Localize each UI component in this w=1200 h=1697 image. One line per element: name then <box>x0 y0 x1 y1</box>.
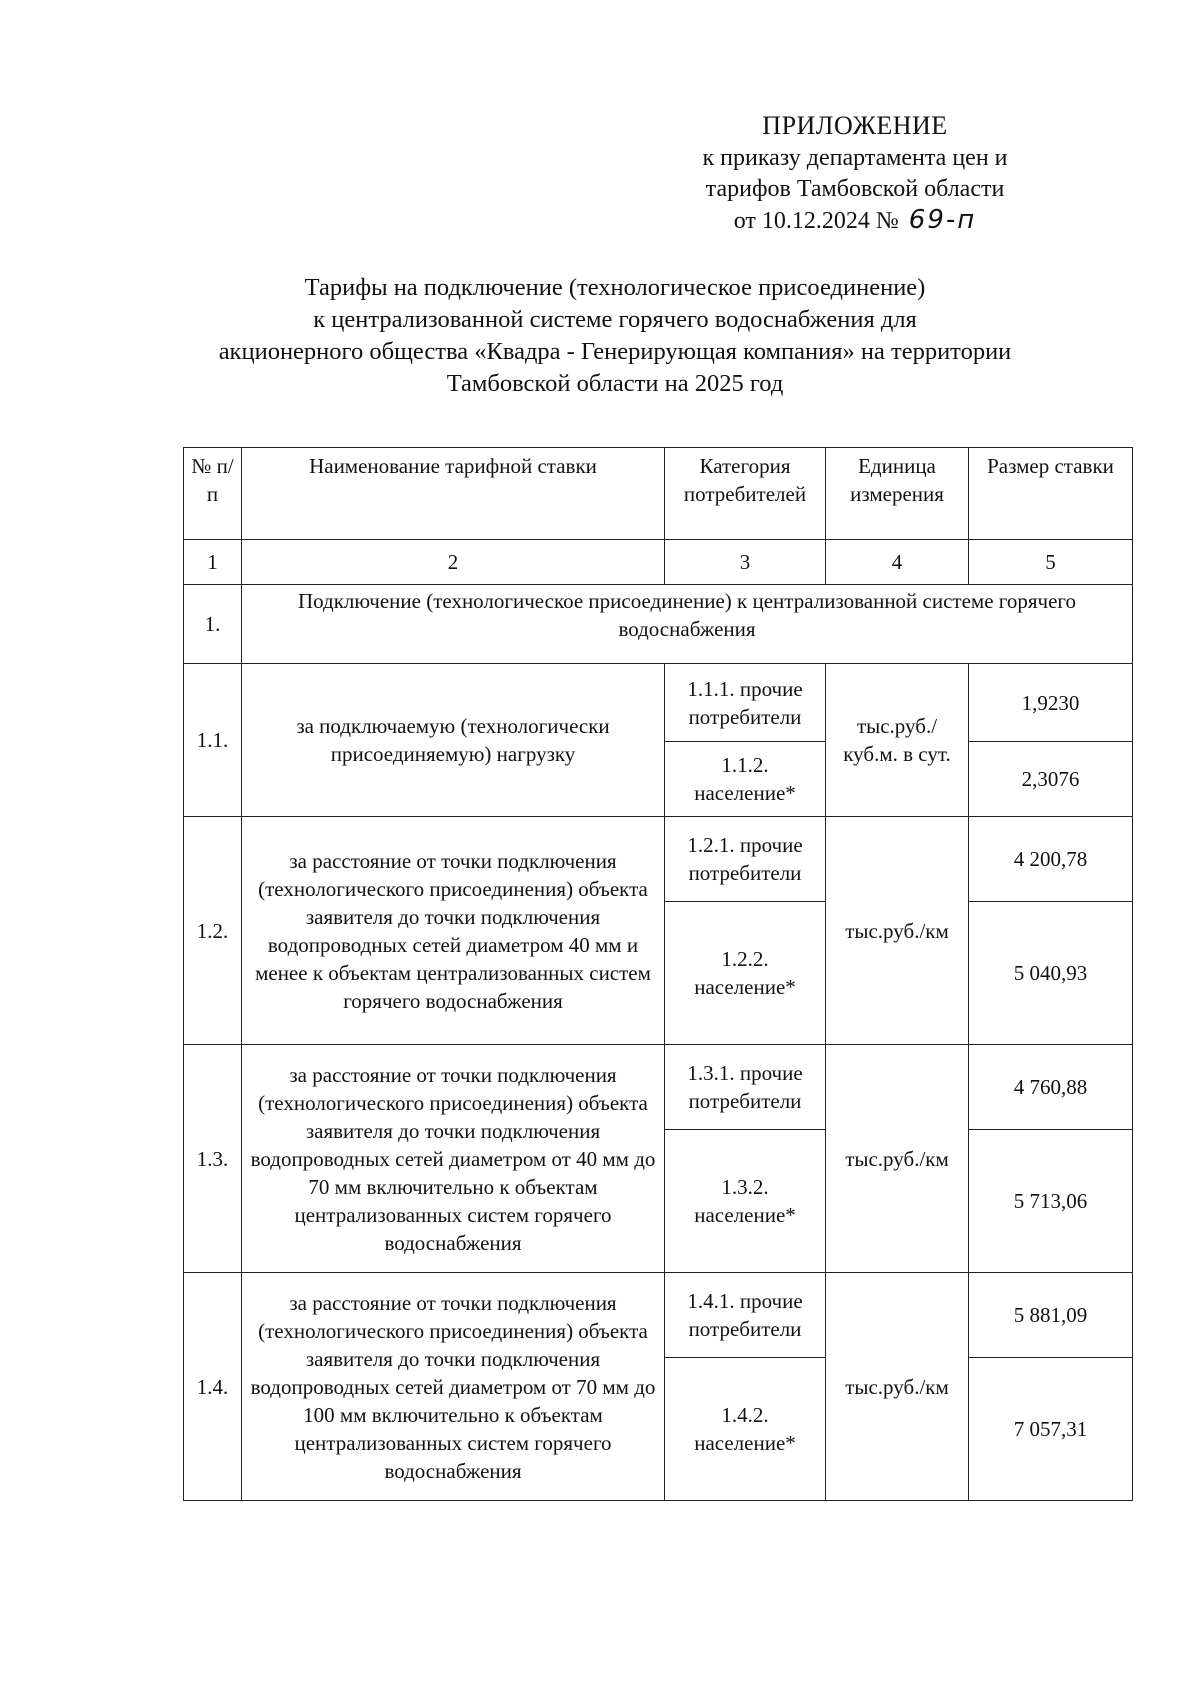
rate-value: 5 713,06 <box>969 1130 1133 1273</box>
column-index: 5 <box>969 540 1133 585</box>
row-num: 1.4. <box>184 1273 242 1501</box>
appendix-heading: ПРИЛОЖЕНИЕ <box>762 111 948 140</box>
table-header-row <box>184 448 1133 540</box>
rate-value: 5 881,09 <box>969 1273 1133 1358</box>
section-num: 1. <box>184 585 242 664</box>
column-index: 1 <box>184 540 242 585</box>
consumer-category: 1.1.2. население* <box>665 742 826 817</box>
unit: тыс.руб./ куб.м. в сут. <box>826 664 969 817</box>
rate-value: 2,3076 <box>969 742 1133 817</box>
section-row <box>184 585 1133 664</box>
rate-value: 1,9230 <box>969 664 1133 742</box>
header-num: № п/п <box>184 448 242 540</box>
table-row <box>184 817 1133 902</box>
rate-name: за расстояние от точки подключения (технологического присоединения) объекта заявителя до точки подключения водопроводных сетей диаметром от 40 мм до 70 мм включительно к объектам централизованных систем горячего водоснабжения <box>242 1045 665 1273</box>
header-category: Категория потребителей <box>665 448 826 540</box>
column-index: 3 <box>665 540 826 585</box>
consumer-category: 1.1.1. прочие потребители <box>665 664 826 742</box>
rate-value: 7 057,31 <box>969 1358 1133 1501</box>
column-index-row <box>184 540 1133 585</box>
consumer-category: 1.4.1. прочие потребители <box>665 1273 826 1358</box>
table-row <box>184 1273 1133 1358</box>
header-name: Наименование тарифной ставки <box>242 448 665 540</box>
row-num: 1.3. <box>184 1045 242 1273</box>
column-index: 4 <box>826 540 969 585</box>
header-size: Размер ставки <box>969 448 1133 540</box>
rate-name: за расстояние от точки подключения (технологического присоединения) объекта заявителя до точки подключения водопроводных сетей диаметром 40 мм и менее к объектам централизованных систем горячего водоснабжения <box>242 817 665 1045</box>
rate-value: 4 200,78 <box>969 817 1133 902</box>
row-num: 1.1. <box>184 664 242 817</box>
appendix-date: от 10.12.2024 № <box>733 208 899 234</box>
row-num: 1.2. <box>184 817 242 1045</box>
appendix-date-line <box>675 205 1035 237</box>
consumer-category: 1.3.1. прочие потребители <box>665 1045 826 1130</box>
column-index: 2 <box>242 540 665 585</box>
title-line-3: акционерного общества «Квадра - Генерирующая компания» на территории <box>218 338 1012 365</box>
title-line-2: к централизованной системе горячего водоснабжения для <box>313 306 917 333</box>
section-title: Подключение (технологическое присоединение) к централизованной системе горячего водоснабжения <box>242 585 1133 664</box>
consumer-category: 1.2.2. население* <box>665 902 826 1045</box>
rate-value: 4 760,88 <box>969 1045 1133 1130</box>
consumer-category: 1.4.2. население* <box>665 1358 826 1501</box>
title-line-1: Тарифы на подключение (технологическое присоединение) <box>304 274 926 301</box>
consumer-category: 1.3.2. население* <box>665 1130 826 1273</box>
unit: тыс.руб./км <box>826 1045 969 1273</box>
table-row <box>184 1045 1133 1130</box>
appendix-line-1: к приказу департамента цен и <box>702 145 1008 171</box>
tariffs-table <box>183 447 1133 1501</box>
unit: тыс.руб./км <box>826 817 969 1045</box>
table-row <box>184 664 1133 742</box>
appendix-block <box>675 110 1035 237</box>
header-unit: Единица измерения <box>826 448 969 540</box>
rate-name: за подключаемую (технологически присоединяемую) нагрузку <box>242 664 665 817</box>
title-line-4: Тамбовской области на 2025 год <box>446 370 784 397</box>
rate-name: за расстояние от точки подключения (технологического присоединения) объекта заявителя до точки подключения водопроводных сетей диаметром от 70 мм до 100 мм включительно к объектам централизованных систем горячего водоснабжения <box>242 1273 665 1501</box>
document-title <box>150 272 1080 400</box>
consumer-category: 1.2.1. прочие потребители <box>665 817 826 902</box>
rate-value: 5 040,93 <box>969 902 1133 1045</box>
order-number: 69-п <box>908 205 977 235</box>
unit: тыс.руб./км <box>826 1273 969 1501</box>
appendix-line-2: тарифов Тамбовской области <box>705 176 1005 202</box>
